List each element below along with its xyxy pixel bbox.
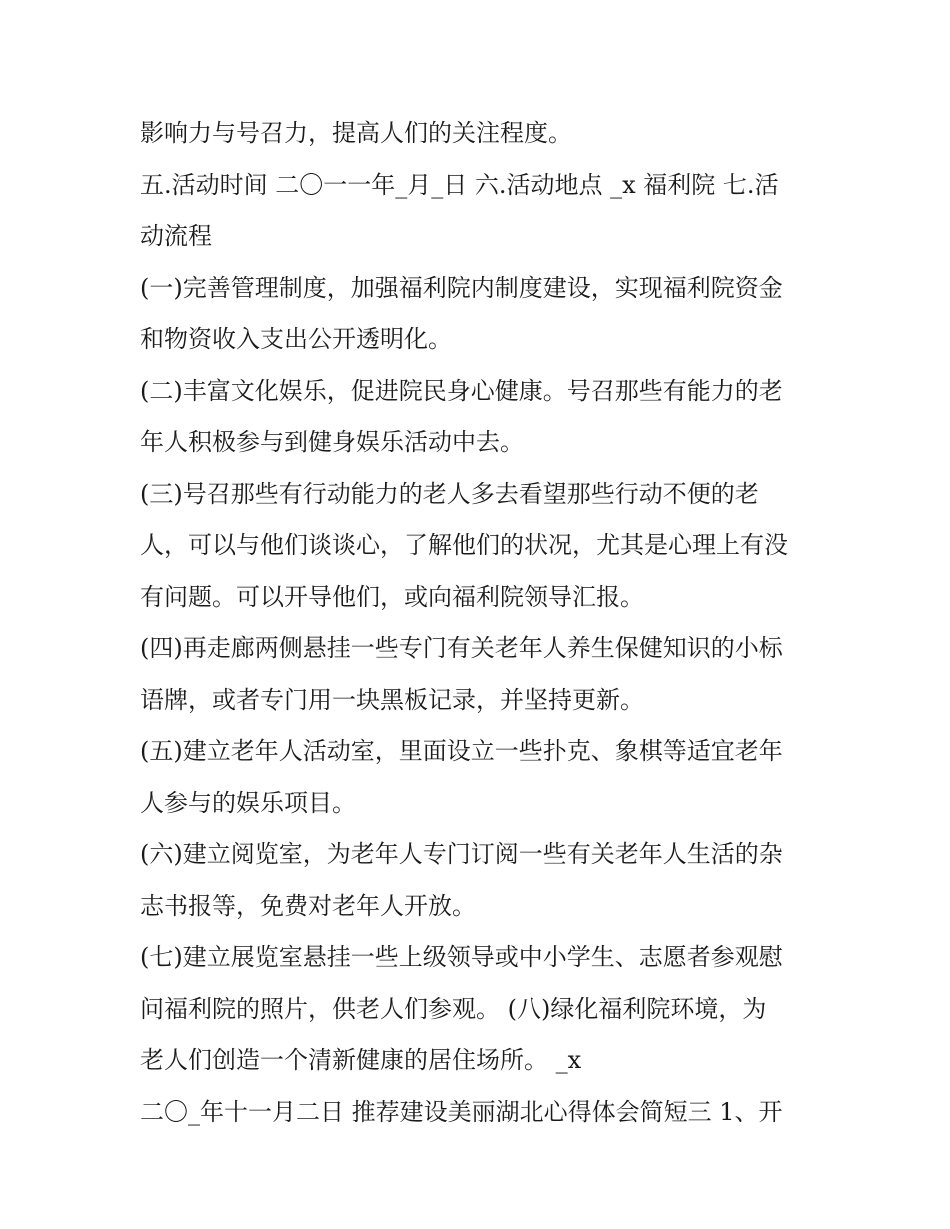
text-line: (二)丰富文化娱乐，促进院民身心健康。号召那些有能力的老 xyxy=(140,376,783,405)
text-line: 志书报等，免费对老年人开放。 xyxy=(140,891,476,920)
text-line: (三)号召那些有行动能力的老人多去看望那些行动不便的老 xyxy=(140,479,759,508)
text-line: 问福利院的照片，供老人们参观。 (八)绿化福利院环境，为 xyxy=(140,994,767,1023)
text-line: (四)再走廊两侧悬挂一些专门有关老年人养生保健知识的小标 xyxy=(140,634,783,662)
text-line: 有问题。可以开导他们，或向福利院领导汇报。 xyxy=(140,582,644,611)
text-line: 动流程 xyxy=(140,222,212,250)
text-line: 人参与的娱乐项目。 xyxy=(140,788,356,817)
text-line: 影响力与号召力，提高人们的关注程度。 xyxy=(140,119,572,147)
text-line: 语牌，或者专门用一块黑板记录，并坚持更新。 xyxy=(140,685,644,714)
text-line: (一)完善管理制度，加强福利院内制度建设，实现福利院资金 xyxy=(140,273,783,302)
body-text xyxy=(140,108,820,1138)
text-line: 和物资收入支出公开透明化。 xyxy=(140,325,452,353)
text-line: 老人们创造一个清新健康的居住场所。 _x xyxy=(140,1046,582,1074)
text-line: (六)建立阅览室，为老年人专门订阅一些有关老年人生活的杂 xyxy=(140,840,783,868)
text-line: 人，可以与他们谈谈心，了解他们的状况，尤其是心理上有没 xyxy=(140,531,788,559)
text-line: (七)建立展览室悬挂一些上级领导或中小学生、志愿者参观慰 xyxy=(140,943,783,971)
text-line: 年人积极参与到健身娱乐活动中去。 xyxy=(140,428,524,456)
text-line: (五)建立老年人活动室，里面设立一些扑克、象棋等适宜老年 xyxy=(140,737,783,765)
text-line: 二〇_年十一月二日 推荐建设美丽湖北心得体会简短三 1、开 xyxy=(140,1097,783,1126)
text-line: 五.活动时间 二〇一一年_月_日 六.活动地点 _x 福利院 七.活 xyxy=(140,170,779,199)
